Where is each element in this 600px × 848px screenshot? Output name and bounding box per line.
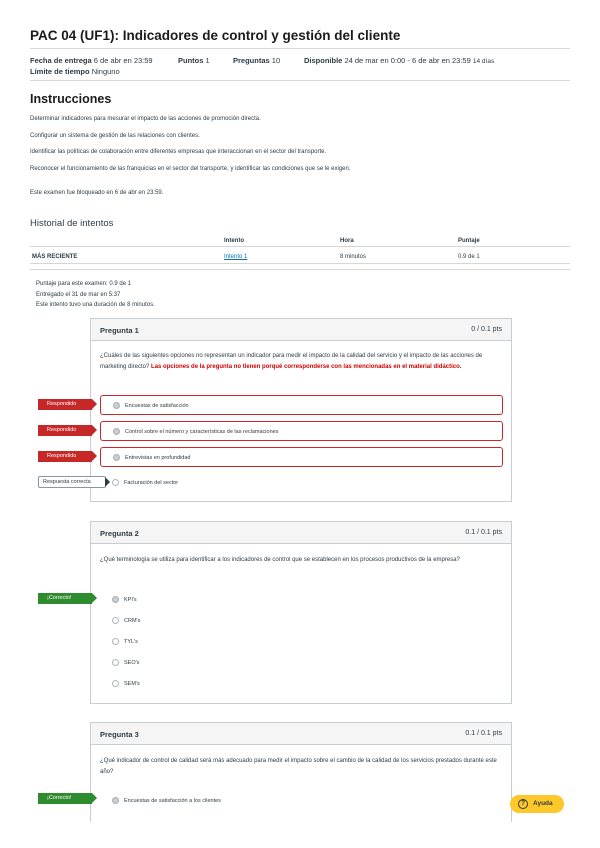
answer-option[interactable]: SEM's: [100, 674, 503, 694]
due-date: Fecha de entrega 6 de abr en 23:59: [30, 56, 153, 65]
answer-option[interactable]: SEO's: [100, 653, 503, 673]
instruction-line: Configurar un sistema de gestión de las relaciones con clientes.: [30, 133, 200, 139]
answer-option[interactable]: Entrevistas en profundidad: [100, 447, 503, 467]
radio-button[interactable]: [113, 402, 120, 409]
question-card: [90, 521, 512, 704]
divider: [30, 246, 570, 247]
radio-button[interactable]: [112, 596, 119, 603]
instruction-line: Reconocer el funcionamiento de las franquicias en el sector del transporte, y identificar las condiciones que se le exigen.: [30, 166, 351, 172]
duration-line: Este intento tuvo una duración de 8 minutos.: [36, 302, 155, 308]
row-label: MÁS RECIENTE: [32, 254, 78, 260]
answer-option[interactable]: Encuestas de satisfacción a los clientes: [100, 791, 503, 811]
divider: [30, 48, 570, 49]
question-points: 0.1 / 0.1 pts: [465, 730, 502, 737]
question-card: [90, 722, 512, 822]
answer-option[interactable]: CRM's: [100, 611, 503, 631]
radio-button[interactable]: [112, 479, 119, 486]
question-text: ¿Qué terminología se utiliza para identificar a los indicadores de control que se establecen en los procesos productivos de la empresa?: [100, 557, 460, 563]
availability: Disponible 24 de mar en 0:00 - 6 de abr en 23:59 14 días: [304, 56, 495, 65]
question-header: [91, 522, 511, 544]
time-limit: Límite de tiempo Ninguno: [30, 67, 120, 76]
radio-button[interactable]: [112, 638, 119, 645]
question-name: Pregunta 1: [100, 326, 139, 335]
instructions-heading: Instrucciones: [30, 92, 112, 106]
question-circle-icon: ?: [518, 799, 528, 809]
answer-option[interactable]: Control sobre el número y características de las reclamaciones: [100, 421, 503, 441]
col-attempt: Intento: [224, 238, 244, 244]
question-name: Pregunta 2: [100, 529, 139, 538]
score-line: Puntaje para este examen: 0.9 de 1: [36, 281, 132, 287]
answer-option[interactable]: Encuestas de satisfacción: [100, 395, 503, 415]
col-time: Hora: [340, 238, 354, 244]
attempt-link[interactable]: Intento 1: [224, 254, 248, 260]
question-text: ¿Qué indicador de control de calidad será más adecuado para medir el impacto sobre el cambio de la calidad de los servicios prestados durante este año?: [100, 758, 497, 775]
history-heading: Historial de intentos: [30, 218, 114, 229]
answer-option[interactable]: KPI's: [100, 590, 503, 610]
divider: [30, 80, 570, 81]
question-text: ¿Cuáles de las siguientes opciones no representan un indicador para medir el impacto de la calidad del servicio y el impacto de las acciones de marketing directo? Las opciones de la pregunta no tienen porqué corresponderse con las mencionadas en el material didáctico.: [100, 353, 483, 370]
divider: [30, 263, 570, 264]
answer-option[interactable]: Facturación del sector: [100, 473, 503, 493]
correct-tag: ¡Correcto!: [38, 593, 92, 604]
question-note: Las opciones de la pregunta no tienen porqué corresponderse con las mencionadas en el material didáctico.: [151, 363, 462, 370]
divider: [30, 269, 570, 270]
question-header: [91, 319, 511, 341]
answer-option[interactable]: TYL's: [100, 632, 503, 652]
attempt-time: 8 minutos: [340, 254, 367, 260]
question-card: [90, 318, 512, 502]
page-title: PAC 04 (UF1): Indicadores de control y gestión del cliente: [30, 28, 401, 43]
correct-tag: ¡Correcto!: [38, 793, 92, 804]
question-points: 0 / 0.1 pts: [471, 326, 502, 333]
radio-button[interactable]: [112, 659, 119, 666]
correct-answer-tag: Respuesta correcta: [38, 476, 106, 488]
attempt-score: 0.9 de 1: [458, 254, 480, 260]
radio-button[interactable]: [112, 617, 119, 624]
instruction-line: Identificar las políticas de colaboración entre diferentes empresas que interaccionan en el sector del transporte.: [30, 149, 327, 155]
question-header: [91, 723, 511, 745]
answered-tag: Respondido: [38, 425, 92, 436]
question-count: Preguntas 10: [233, 56, 281, 65]
radio-button[interactable]: [113, 454, 120, 461]
locked-note: Este examen fue bloqueado en 6 de abr en 23:59.: [30, 190, 164, 196]
answered-tag: Respondido: [38, 399, 92, 410]
radio-button[interactable]: [112, 797, 119, 804]
question-name: Pregunta 3: [100, 730, 139, 739]
radio-button[interactable]: [113, 428, 120, 435]
radio-button[interactable]: [112, 680, 119, 687]
points: Puntos 1: [178, 56, 210, 65]
submitted-line: Entregado el 31 de mar en 5:37: [36, 292, 121, 298]
col-score: Puntaje: [458, 238, 480, 244]
instruction-line: Determinar indicadores para mesurar el impacto de las acciones de promoción directa.: [30, 116, 261, 122]
question-points: 0.1 / 0.1 pts: [465, 529, 502, 536]
help-button[interactable]: ? Ayuda: [510, 795, 564, 813]
answered-tag: Respondido: [38, 451, 92, 462]
